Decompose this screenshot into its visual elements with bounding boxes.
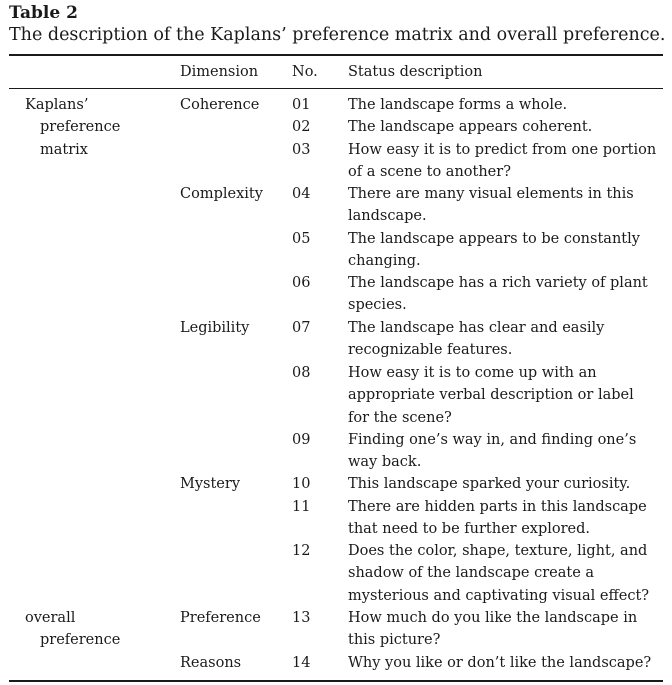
item-description <box>348 473 630 495</box>
table-bottom-rule <box>9 680 663 682</box>
description-line: this picture? <box>348 632 441 649</box>
dimension-preference: Preference <box>180 610 261 626</box>
description-line: The landscape appears coherent. <box>348 119 593 135</box>
description-line: Finding one’s way in, and finding one’s <box>348 432 637 448</box>
description-line: of a scene to another? <box>348 164 511 181</box>
table-caption: The description of the Kaplans’ preference matrix and overall preference. <box>9 25 666 45</box>
item-description <box>348 496 647 541</box>
item-description <box>348 362 634 429</box>
description-line: landscape. <box>348 208 427 225</box>
item-description <box>348 607 637 652</box>
header-description: Status description <box>348 64 483 80</box>
item-description <box>348 116 592 138</box>
item-no: 11 <box>292 499 311 515</box>
item-no: 10 <box>292 476 311 492</box>
description-line: appropriate verbal description or label <box>348 387 634 404</box>
description-line: species. <box>348 297 407 314</box>
dimension-legibility: Legibility <box>180 320 250 336</box>
description-line: The landscape has clear and easily <box>348 320 605 336</box>
description-line: Does the color, shape, texture, light, and <box>348 543 648 559</box>
description-line: shadow of the landscape create a <box>348 565 595 582</box>
item-no: 13 <box>292 610 311 626</box>
description-line: The landscape has a rich variety of plant <box>348 275 648 291</box>
item-no: 08 <box>292 365 311 381</box>
group-line: overall <box>25 610 76 626</box>
description-line: The landscape appears to be constantly <box>348 231 640 247</box>
description-line: that need to be further explored. <box>348 521 591 538</box>
item-description <box>348 139 656 184</box>
table-label: Table 2 <box>9 3 78 23</box>
item-no: 02 <box>292 119 311 135</box>
description-line: This landscape sparked your curiosity. <box>348 476 631 492</box>
item-no: 05 <box>292 231 311 247</box>
item-no: 03 <box>292 142 311 158</box>
description-line: The landscape forms a whole. <box>348 97 568 113</box>
item-no: 12 <box>292 543 311 559</box>
item-description <box>348 540 649 607</box>
item-no: 14 <box>292 655 311 671</box>
dimension-complexity: Complexity <box>180 186 263 202</box>
dimension-mystery: Mystery <box>180 476 241 492</box>
table-header-rule <box>9 88 663 89</box>
description-line: How easy it is to come up with an <box>348 365 597 381</box>
description-line: Why you like or don’t like the landscape? <box>348 655 652 671</box>
description-line: changing. <box>348 253 421 270</box>
description-line: There are many visual elements in this <box>348 186 634 202</box>
description-line: mysterious and captivating visual effect? <box>348 587 650 604</box>
item-no: 06 <box>292 275 311 291</box>
group-line: preference <box>40 119 121 136</box>
item-description <box>348 317 604 362</box>
group-label-kaplans <box>25 94 120 161</box>
description-line: There are hidden parts in this landscape <box>348 499 647 515</box>
item-description <box>348 228 640 273</box>
item-description <box>348 429 636 474</box>
item-description <box>348 183 634 228</box>
item-description <box>348 652 651 674</box>
item-description <box>348 272 648 317</box>
group-line: Kaplans’ <box>25 97 89 113</box>
item-no: 01 <box>292 97 311 113</box>
description-line: for the scene? <box>348 409 452 426</box>
group-line: preference <box>40 632 121 649</box>
dimension-coherence: Coherence <box>180 97 260 113</box>
header-dimension: Dimension <box>180 64 259 80</box>
description-line: recognizable features. <box>348 342 513 359</box>
header-no: No. <box>292 64 318 80</box>
item-no: 04 <box>292 186 311 202</box>
description-line: How much do you like the landscape in <box>348 610 638 626</box>
group-label-overall <box>25 607 120 652</box>
description-line: way back. <box>348 454 422 471</box>
item-no: 09 <box>292 432 311 448</box>
item-description <box>348 94 567 116</box>
item-no: 07 <box>292 320 311 336</box>
dimension-reasons: Reasons <box>180 655 242 671</box>
description-line: How easy it is to predict from one portion <box>348 142 657 158</box>
table-top-rule <box>9 54 663 56</box>
group-line: matrix <box>40 141 88 158</box>
